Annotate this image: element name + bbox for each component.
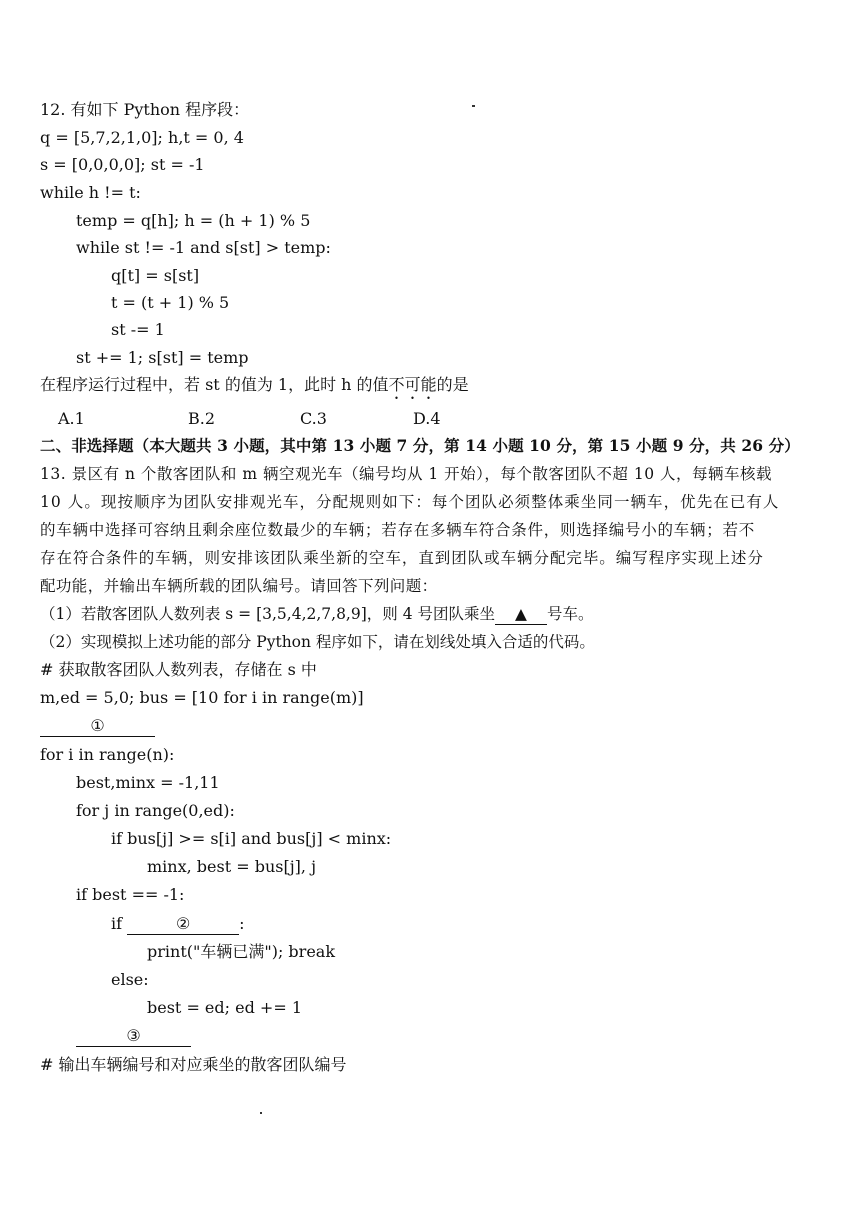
scan-speck [260,1112,262,1114]
q13-para: 10 人。现按顺序为团队安排观光车，分配规则如下：每个团队必须整体乘坐同一辆车，优先在已有人 [40,493,780,511]
q13-para: 存在符合条件的车辆，则安排该团队乘坐新的空车，直到团队或车辆分配完毕。编写程序实现上述分 [40,549,764,567]
option-c: C.3 [300,409,327,428]
section-heading: 二、非选择题（本大题共 3 小题，其中第 13 小题 7 分，第 14 小题 10 分，第 15 小题 9 分，共 26 分） [40,436,800,455]
q13-para: 的车辆中选择可容纳且剩余座位数最少的车辆；若存在多辆车符合条件，则选择编号小的车辆；若不 [40,521,756,539]
code-comment: # 输出车辆编号和对应乘坐的散客团队编号 [40,1055,347,1074]
code-line: m,ed = 5,0; bus = [10 for i in range(m)] [40,688,364,707]
code-comment: # 获取散客团队人数列表，存储在 s 中 [40,660,317,679]
answer-blank: ① [40,716,155,737]
answer-blank: ▲ [495,604,547,625]
option-d: D.4 [413,409,441,428]
scan-speck [472,105,475,107]
question-text: 在程序运行过程中，若 st 的值为 1，此时 h 的值 [40,375,389,394]
code-line: minx, best = bus[j], j [147,857,317,876]
question-text: 的是 [436,375,469,394]
answer-blank: ② [127,914,239,935]
code-line: q = [5,7,2,1,0]; h,t = 0, 4 [40,128,244,147]
code-line: else: [111,970,149,989]
sub-question-text: （1）若散客团队人数列表 s = [3,5,4,2,7,8,9]，则 4 号团队乘坐 [40,605,495,623]
answer-blank: ③ [76,1026,191,1047]
code-line: for i in range(n): [40,745,175,764]
q13-para: 13. 景区有 n 个散客团队和 m 辆空观光车（编号均从 1 开始），每个散客团队不超 10 人，每辆车核载 [40,465,773,483]
fill-blank-2-line [111,914,245,935]
code-line: st -= 1 [111,320,165,339]
code-line: for j in range(0,ed): [76,801,235,820]
sub-question-text: 号车。 [547,605,594,623]
code-line: t = (t + 1) % 5 [111,293,230,312]
code-text: if [111,914,128,933]
fill-blank-1 [40,716,155,737]
code-line: s = [0,0,0,0]; st = -1 [40,155,205,174]
q13-sub2: （2）实现模拟上述功能的部分 Python 程序如下，请在划线处填入合适的代码。 [40,633,595,651]
code-line: if best == -1: [76,885,185,904]
code-line: best,minx = -1,11 [76,773,220,792]
code-line: st += 1; s[st] = temp [76,348,249,367]
code-line: while st != -1 and s[st] > temp: [76,238,331,257]
option-a: A.1 [58,409,85,428]
code-line: print("车辆已满"); break [147,942,336,961]
code-line: q[t] = s[st] [111,266,200,285]
code-line: if bus[j] >= s[i] and bus[j] < minx: [111,829,392,848]
code-line: while h != t: [40,183,141,202]
q12-title: 12. 有如下 Python 程序段： [40,100,250,119]
q13-para: 配功能，并输出车辆所载的团队编号。请回答下列问题： [40,577,438,595]
q12-question [40,375,469,403]
code-line: temp = q[h]; h = (h + 1) % 5 [76,211,311,230]
code-line: best = ed; ed += 1 [147,998,302,1017]
fill-blank-3 [76,1026,191,1047]
q13-sub1 [40,604,594,625]
emphasized-text: 不可能 [388,375,437,394]
option-b: B.2 [188,409,216,428]
code-text: : [239,914,245,933]
